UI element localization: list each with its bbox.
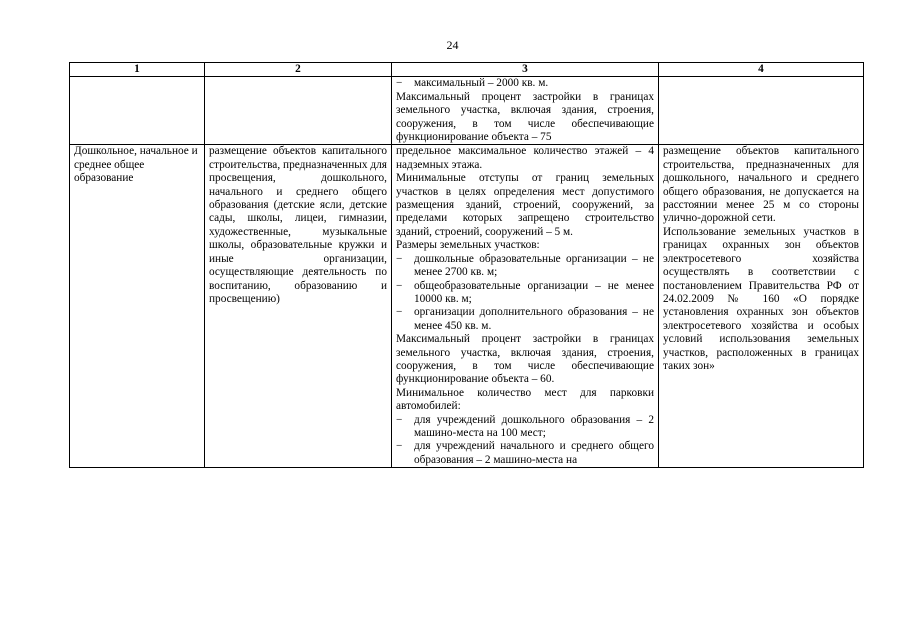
- dash-list-item: [396, 280, 654, 307]
- row1-col4: [659, 77, 864, 145]
- dash-item-text: организации дополнительного образования – не менее 450 кв. м.: [414, 306, 654, 332]
- paragraph: Минимальное количество мест для парковки автомобилей:: [396, 386, 654, 413]
- table-header-row: [70, 63, 864, 77]
- paragraph: Максимальный процент застройки в границах земельного участка, включая здания, строения, сооружения, в том числе обеспечивающие функционирование объекта – 60.: [396, 333, 654, 386]
- dash-item-text: для учреждений дошкольного образования – 2 машино-места на 100 мест;: [414, 413, 654, 439]
- dash-item-text: общеобразовательные организации – не менее 10000 кв. м;: [414, 279, 654, 305]
- table-row: [70, 145, 864, 468]
- dash-item-text: максимальный – 2000 кв. м.: [414, 77, 549, 90]
- dash-bullet: −: [396, 413, 403, 426]
- page-number: 24: [446, 38, 459, 52]
- land-use-type: Дошкольное, начальное и среднее общее образование: [70, 145, 205, 468]
- dash-item-text: дошкольные образовательные организации – не менее 2700 кв. м;: [414, 252, 654, 279]
- paragraph: Использование земельных участков в границах охранных зон объектов электросетевого хозяйства осуществлять в соответствии с постановлением Правительства РФ от 24.02.2009 № 160 «О порядке установления охранных зон объектов электросетевого хозяйства и особых условий использования земельных участков, расположенных в границах таких зон»: [663, 225, 859, 372]
- header-col-1: 1: [70, 63, 205, 77]
- row1-col2: [205, 77, 392, 145]
- paragraph: Максимальный процент застройки в границах земельного участка, включая здания, строения, сооружения, в том числе обеспечивающие функционирование объекта – 75: [396, 90, 654, 144]
- row1-col3: [392, 77, 659, 145]
- dash-list-item: [396, 306, 654, 333]
- dash-list-item: [396, 77, 654, 90]
- dash-item-text: для учреждений начального и среднего общего образования – 2 машино-места на: [414, 440, 654, 466]
- row1-col1: [70, 77, 205, 145]
- dash-bullet: −: [396, 252, 403, 265]
- dash-bullet: −: [396, 306, 403, 319]
- dash-list-item: [396, 440, 654, 467]
- building-parameters: [392, 145, 659, 468]
- dash-bullet: −: [396, 279, 403, 292]
- regulations-table: [69, 62, 864, 468]
- land-use-description: размещение объектов капитального строительства, предназначенных для просвещения, дошкольного, начального и среднего общего образования (детские ясли, детские сады, школы, лицеи, гимназии, художественные, музыкальные школы, образовательные кружки и иные организации, осуществляющие деятельность по воспитанию, образованию и просвещению): [205, 145, 392, 468]
- paragraph: размещение объектов капитального строительства, предназначенных для дошкольного, начального и среднего общего образования, не допускается на расстоянии менее 25 м со стороны улично-дорожной сети.: [663, 145, 859, 225]
- dash-list-item: [396, 253, 654, 280]
- dash-list-item: [396, 414, 654, 441]
- paragraph: Минимальные отступы от границ земельных участков в целях определения мест допустимого размещения зданий, строений, сооружений, за пределами которых запрещено строительство зданий, строений, сооружений – 5 м.: [396, 172, 654, 238]
- header-col-3: 3: [392, 63, 659, 77]
- header-col-2: 2: [205, 63, 392, 77]
- paragraph: предельное максимальное количество этажей – 4 надземных этажа.: [396, 145, 654, 171]
- paragraph: Размеры земельных участков:: [396, 239, 540, 252]
- table-row: [70, 77, 864, 145]
- dash-bullet: −: [396, 440, 403, 453]
- dash-bullet: −: [396, 77, 403, 90]
- restrictions: [659, 145, 864, 468]
- header-col-4: 4: [659, 63, 864, 77]
